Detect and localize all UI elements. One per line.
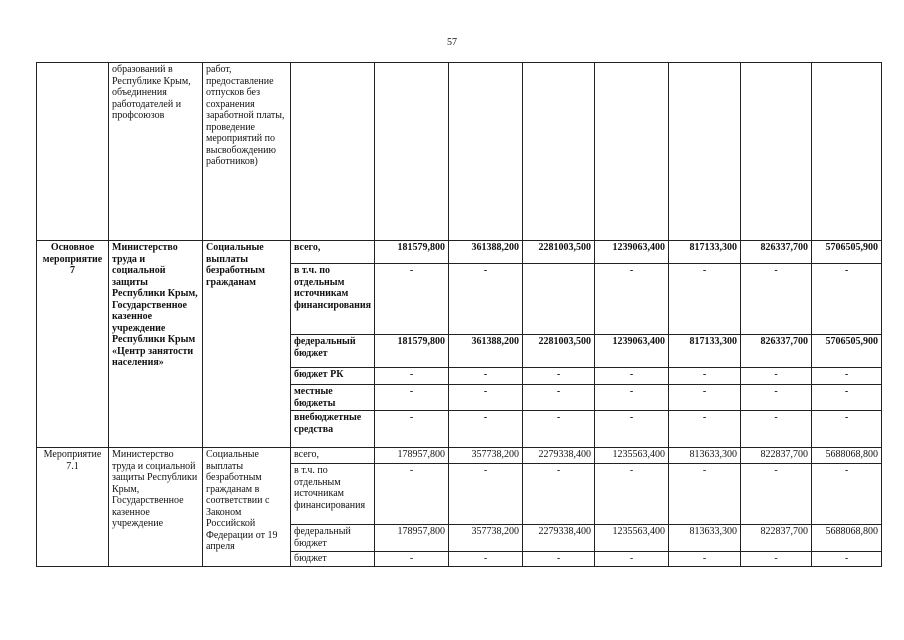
empty-cell xyxy=(669,63,741,241)
funding-source: федеральный бюджет xyxy=(291,525,375,552)
value-cell: 357738,200 xyxy=(449,448,523,464)
value-cell: - xyxy=(449,264,523,335)
value-cell: - xyxy=(523,411,595,448)
value-cell: - xyxy=(812,411,882,448)
value-cell: 817133,300 xyxy=(669,335,741,368)
empty-cell xyxy=(741,63,812,241)
empty-cell xyxy=(291,63,375,241)
value-cell: 2281003,500 xyxy=(523,335,595,368)
value-cell: 357738,200 xyxy=(449,525,523,552)
value-cell: 5688068,800 xyxy=(812,525,882,552)
value-cell: 2279338,400 xyxy=(523,525,595,552)
value-cell: - xyxy=(449,368,523,385)
funding-source: бюджет РК xyxy=(291,368,375,385)
value-cell: 1239063,400 xyxy=(595,335,669,368)
activity-name: Социальные выплаты безработным гражданам xyxy=(203,241,291,448)
value-cell: - xyxy=(595,411,669,448)
value-cell: - xyxy=(669,264,741,335)
funding-source: всего, xyxy=(291,448,375,464)
value-cell: - xyxy=(669,464,741,525)
funding-source: в т.ч. по отдельным источникам финансирования xyxy=(291,464,375,525)
value-cell: - xyxy=(375,385,449,411)
budget-table xyxy=(36,62,882,567)
value-cell: 1239063,400 xyxy=(595,241,669,264)
value-cell: 361388,200 xyxy=(449,241,523,264)
value-cell: - xyxy=(741,385,812,411)
value-cell: 817133,300 xyxy=(669,241,741,264)
value-cell: - xyxy=(375,464,449,525)
value-cell: - xyxy=(669,411,741,448)
empty-cell xyxy=(449,63,523,241)
value-cell: - xyxy=(375,368,449,385)
value-cell: - xyxy=(741,552,812,567)
funding-source: федеральный бюджет xyxy=(291,335,375,368)
value-cell: 181579,800 xyxy=(375,241,449,264)
activity-executor: Министерство труда и социальной защиты Республики Крым, Государственное казенное учреждение Республики Крым «Центр занятости населения» xyxy=(109,241,203,448)
activity-executor: Министерство труда и социальной защиты Республики Крым, Государственное казенное учреждение xyxy=(109,448,203,567)
value-cell: 178957,800 xyxy=(375,525,449,552)
value-cell: 822837,700 xyxy=(741,525,812,552)
empty-cell xyxy=(523,63,595,241)
value-cell: - xyxy=(669,552,741,567)
page-number: 57 xyxy=(447,37,457,48)
value-cell: - xyxy=(595,464,669,525)
value-cell: - xyxy=(741,264,812,335)
value-cell: 2279338,400 xyxy=(523,448,595,464)
value-cell: - xyxy=(812,264,882,335)
value-cell: - xyxy=(812,385,882,411)
empty-cell xyxy=(595,63,669,241)
code-cell xyxy=(37,63,109,241)
value-cell: - xyxy=(812,464,882,525)
value-cell: 1235563,400 xyxy=(595,448,669,464)
value-cell: - xyxy=(741,368,812,385)
funding-source: внебюджетные средства xyxy=(291,411,375,448)
value-cell: 2281003,500 xyxy=(523,241,595,264)
executor-cell: образований в Республике Крым, объединения работодателей и профсоюзов xyxy=(109,63,203,241)
value-cell: - xyxy=(741,411,812,448)
budget-table-body xyxy=(37,63,882,567)
value-cell: - xyxy=(449,385,523,411)
empty-cell xyxy=(375,63,449,241)
continuation-row xyxy=(37,63,882,241)
value-cell: 1235563,400 xyxy=(595,525,669,552)
value-cell: - xyxy=(595,385,669,411)
value-cell: - xyxy=(375,552,449,567)
value-cell: 826337,700 xyxy=(741,335,812,368)
finance-row xyxy=(37,241,882,264)
value-cell: 5706505,900 xyxy=(812,241,882,264)
value-cell: - xyxy=(741,464,812,525)
value-cell: - xyxy=(523,385,595,411)
finance-row xyxy=(37,448,882,464)
empty-cell xyxy=(812,63,882,241)
value-cell: - xyxy=(812,368,882,385)
value-cell: - xyxy=(669,385,741,411)
activity-name: Социальные выплаты безработным гражданам в соответствии с Законом Российской Федерации от 19 апреля xyxy=(203,448,291,567)
value-cell: 5688068,800 xyxy=(812,448,882,464)
value-cell: 813633,300 xyxy=(669,525,741,552)
value-cell: - xyxy=(669,368,741,385)
funding-source: местные бюджеты xyxy=(291,385,375,411)
value-cell: - xyxy=(523,464,595,525)
value-cell: - xyxy=(375,264,449,335)
value-cell: - xyxy=(523,368,595,385)
activity-code: Мероприятие 7.1 xyxy=(37,448,109,567)
value-cell: - xyxy=(595,368,669,385)
value-cell: 822837,700 xyxy=(741,448,812,464)
activity-code: Основное мероприятие 7 xyxy=(37,241,109,448)
value-cell: - xyxy=(523,552,595,567)
value-cell: - xyxy=(812,552,882,567)
funding-source: бюджет xyxy=(291,552,375,567)
value-cell: - xyxy=(595,264,669,335)
value-cell: 813633,300 xyxy=(669,448,741,464)
value-cell: 826337,700 xyxy=(741,241,812,264)
funding-source: всего, xyxy=(291,241,375,264)
value-cell: - xyxy=(449,552,523,567)
value-cell: - xyxy=(595,552,669,567)
value-cell: - xyxy=(449,464,523,525)
value-cell: 5706505,900 xyxy=(812,335,882,368)
funding-source: в т.ч. по отдельным источникам финансирования xyxy=(291,264,375,335)
value-cell: - xyxy=(375,411,449,448)
value-cell: 181579,800 xyxy=(375,335,449,368)
value-cell: - xyxy=(449,411,523,448)
value-cell xyxy=(523,264,595,335)
value-cell: 178957,800 xyxy=(375,448,449,464)
content-cell: работ, предоставление отпусков без сохранения заработной платы, проведение мероприятий по высвобождению работников) xyxy=(203,63,291,241)
value-cell: 361388,200 xyxy=(449,335,523,368)
